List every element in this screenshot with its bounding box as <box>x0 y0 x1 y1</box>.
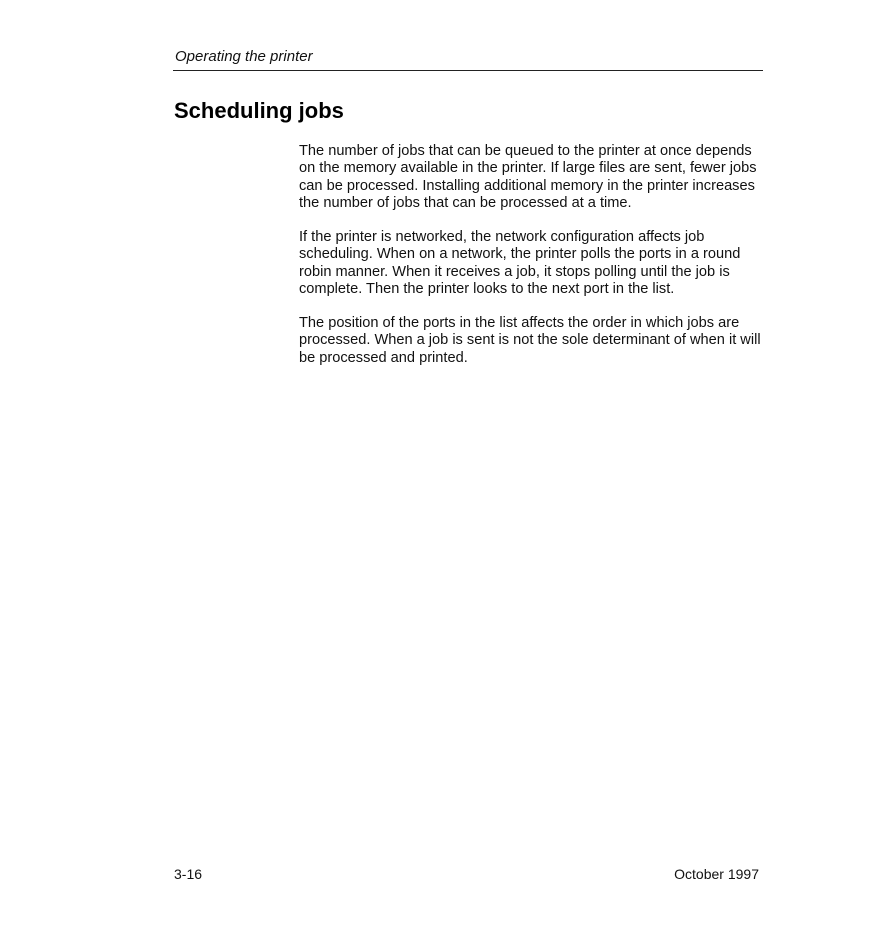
page-number: 3-16 <box>174 866 203 882</box>
paragraph-job-queue-memory: The number of jobs that can be queued to the printer at once depends on the memory available in the printer. If large files are sent, fewer jobs can be processed. Installing additional memory in the printer increases the number of jobs that can be processed at a time. <box>299 143 757 211</box>
paragraph-port-order: The position of the ports in the list affects the order in which jobs are processed. When a job is sent is not the sole determinant of when it will be processed and printed. <box>299 315 761 366</box>
section-title: Scheduling jobs <box>174 98 344 123</box>
header-rule <box>173 70 763 71</box>
paragraph-network-scheduling: If the printer is networked, the network configuration affects job scheduling. When on a network, the printer polls the ports in a round robin manner. When it receives a job, it stops polling until the job is complete. Then the printer looks to the next port in the list. <box>299 229 741 297</box>
publication-date: October 1997 <box>674 866 759 882</box>
running-header: Operating the printer <box>175 48 313 65</box>
